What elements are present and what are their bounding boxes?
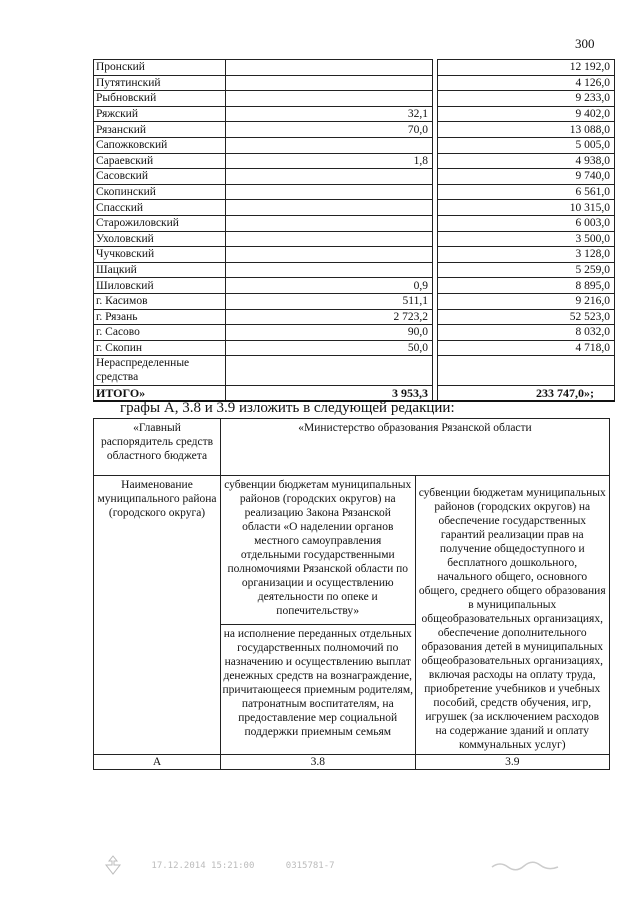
district-name: г. Сасово (94, 325, 226, 341)
district-value-39: 9 740,0 (438, 169, 615, 185)
district-row (94, 60, 615, 76)
district-name: Ухоловский (94, 231, 226, 247)
district-value-39 (438, 356, 615, 386)
total-value-39: 233 747,0»; (438, 386, 615, 402)
district-name: Нераспределенные средства (94, 356, 226, 386)
district-value-39: 3 500,0 (438, 231, 615, 247)
district-name: Скопинский (94, 184, 226, 200)
district-value-38: 511,1 (226, 293, 433, 309)
district-value-38: 0,9 (226, 278, 433, 294)
districts-table (93, 59, 615, 402)
header-row (94, 419, 610, 476)
district-value-38 (226, 262, 433, 278)
col-39-index: 3.9 (415, 755, 610, 770)
district-row (94, 215, 615, 231)
district-value-38: 70,0 (226, 122, 433, 138)
columns-row (94, 476, 610, 755)
district-name: Рязанский (94, 122, 226, 138)
district-value-38 (226, 60, 433, 76)
district-row (94, 293, 615, 309)
district-row (94, 75, 615, 91)
col-39-cell (415, 476, 610, 755)
page-footer (100, 855, 560, 875)
emblem-icon (100, 855, 126, 875)
district-row (94, 262, 615, 278)
district-value-39: 5 259,0 (438, 262, 615, 278)
district-row (94, 309, 615, 325)
district-name: Рыбновский (94, 91, 226, 107)
district-value-38: 50,0 (226, 340, 433, 356)
edit-instruction: графы А, 3.8 и 3.9 изложить в следующей редакции: (120, 400, 455, 416)
district-row (94, 356, 615, 386)
district-value-38 (226, 247, 433, 263)
district-row (94, 169, 615, 185)
district-row (94, 200, 615, 216)
district-value-39: 8 032,0 (438, 325, 615, 341)
district-value-38 (226, 184, 433, 200)
district-name: г. Рязань (94, 309, 226, 325)
district-row (94, 278, 615, 294)
district-value-39: 9 402,0 (438, 106, 615, 122)
district-value-39: 12 192,0 (438, 60, 615, 76)
district-value-38 (226, 169, 433, 185)
district-name: Шиловский (94, 278, 226, 294)
district-row (94, 137, 615, 153)
district-value-39: 4 938,0 (438, 153, 615, 169)
district-row (94, 325, 615, 341)
district-row (94, 122, 615, 138)
total-value-38: 3 953,3 (226, 386, 433, 402)
footer-code: 0315781-7 (285, 860, 335, 871)
district-value-38: 2 723,2 (226, 309, 433, 325)
district-row (94, 106, 615, 122)
district-name: Ряжский (94, 106, 226, 122)
district-value-38 (226, 91, 433, 107)
district-value-39: 52 523,0 (438, 309, 615, 325)
page-number: 300 (575, 36, 595, 51)
district-name: г. Скопин (94, 340, 226, 356)
district-row (94, 184, 615, 200)
main-distributor-cell: «Главный распорядитель средств областного бюджета (94, 419, 221, 476)
col-38-bottom: на исполнение переданных отдельных государственных полномочий по назначению и осуществлению выплат денежных средств на вознаграждение, причитающееся приемным родителям, патронатным воспитателям, на предоставление мер социальной поддержки приемным семьям (221, 624, 415, 739)
district-value-39: 6 561,0 (438, 184, 615, 200)
district-name: Спасский (94, 200, 226, 216)
district-name: Старожиловский (94, 215, 226, 231)
total-row (94, 386, 615, 402)
district-value-38 (226, 356, 433, 386)
footer-datetime: 17.12.2014 15:21:00 (151, 860, 255, 871)
district-row (94, 153, 615, 169)
district-value-38: 32,1 (226, 106, 433, 122)
district-row (94, 247, 615, 263)
col-a-index: А (94, 755, 221, 770)
district-value-38 (226, 137, 433, 153)
district-value-39: 10 315,0 (438, 200, 615, 216)
district-value-39: 4 718,0 (438, 340, 615, 356)
district-value-39: 4 126,0 (438, 75, 615, 91)
district-value-38 (226, 200, 433, 216)
district-value-39: 9 216,0 (438, 293, 615, 309)
district-name: Сасовский (94, 169, 226, 185)
district-value-39: 8 895,0 (438, 278, 615, 294)
district-value-39: 13 088,0 (438, 122, 615, 138)
district-name: Пронский (94, 60, 226, 76)
col-38-index: 3.8 (221, 755, 416, 770)
district-name: Шацкий (94, 262, 226, 278)
district-value-38: 90,0 (226, 325, 433, 341)
district-value-39: 6 003,0 (438, 215, 615, 231)
district-row (94, 91, 615, 107)
district-name: Сараевский (94, 153, 226, 169)
district-row (94, 340, 615, 356)
district-value-38 (226, 75, 433, 91)
ministry-cell: «Министерство образования Рязанской области (221, 419, 610, 476)
district-value-38 (226, 231, 433, 247)
col-39-text: субвенции бюджетам муниципальных районов (городских округов) на обеспечение государственных гарантий реализации прав на получение общедоступного и бесплатного дошкольного, начального общего, основного общего, среднего общего образования в муниципальных общеобразовательных организациях, обеспечение дополнительного образования детей в муниципальных общеобразовательных организациях, включая расходы на оплату труда, приобретение учебников и учебных пособий, средств обучения, игр, игрушек (за исключением расходов на содержание зданий и оплату коммунальных услуг) (418, 487, 606, 751)
signature-scribble-icon (490, 859, 560, 871)
header-table (93, 418, 610, 770)
district-name: Путятинский (94, 75, 226, 91)
district-name: Сапожковский (94, 137, 226, 153)
district-value-39: 3 128,0 (438, 247, 615, 263)
district-name: г. Касимов (94, 293, 226, 309)
district-value-38 (226, 215, 433, 231)
district-value-39: 9 233,0 (438, 91, 615, 107)
district-value-39: 5 005,0 (438, 137, 615, 153)
district-value-38: 1,8 (226, 153, 433, 169)
district-name: Чучковский (94, 247, 226, 263)
district-row (94, 231, 615, 247)
column-index-row (94, 755, 610, 770)
col-38-top: субвенции бюджетам муниципальных районов (городских округов) на реализацию Закона Рязанской области «О наделении органов местного самоуправления отдельными государственными полномочиями Рязанской области по организации и осуществлению деятельности по опеке и попечительству» (224, 479, 412, 617)
col-38-cell (221, 476, 416, 755)
col-a-label: Наименование муниципального района (городского округа) (94, 476, 221, 755)
total-label: ИТОГО» (94, 386, 226, 402)
